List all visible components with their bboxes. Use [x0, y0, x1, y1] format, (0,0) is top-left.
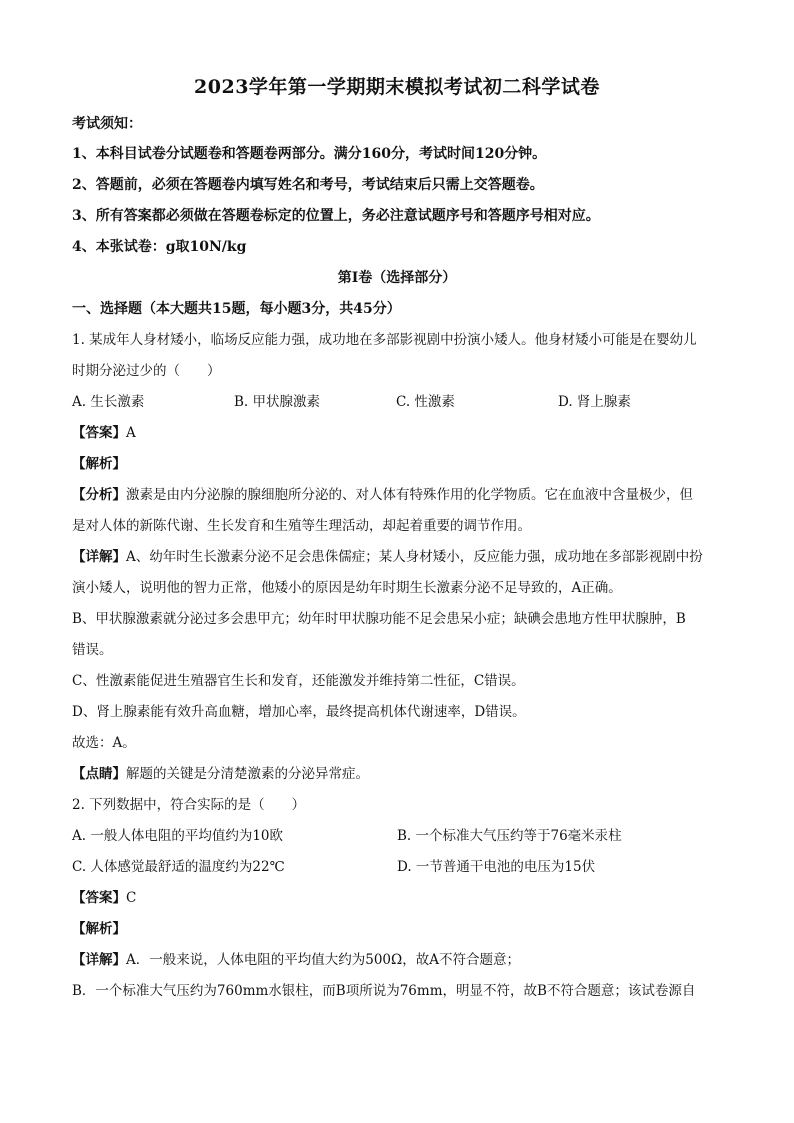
option-c: C. 人体感觉最舒适的温度约为22℃	[72, 859, 285, 875]
answer-line	[72, 883, 722, 914]
xiangjie-tag: 【详解】	[72, 549, 126, 565]
part-title: 第Ⅰ卷（选择部分）	[337, 270, 457, 286]
option-b: B. 甲状腺激素	[234, 394, 321, 410]
dianjing-tag: 【点睛】	[72, 766, 126, 782]
explain-b: B、甲状腺激素就分泌过多会患甲亢；幼年时甲状腺功能不足会患呆小症；缺碘会患地方性甲状腺肿，B	[72, 611, 686, 627]
option-c: C. 性激素	[396, 394, 455, 410]
option-a: A. 一般人体电阻的平均值约为10欧	[72, 828, 284, 844]
answer-value: C	[126, 890, 137, 906]
analysis-line	[72, 449, 722, 480]
option-b: B. 一个标准大气压约等于76毫米汞柱	[397, 828, 622, 844]
fenxi-tag: 【分析】	[72, 487, 126, 503]
notice-item: 1、本科目试卷分试题卷和答题卷两部分。满分160分，考试时间120分钟。	[72, 146, 547, 162]
question-2-options-row2	[72, 852, 722, 883]
analysis-tag: 【解析】	[72, 921, 126, 937]
page-title: 2023学年第一学期期末模拟考试初二科学试卷	[194, 76, 600, 98]
question-1-stem-cont: 时期分泌过少的（ ）	[72, 363, 221, 379]
xiangjie-line	[72, 542, 722, 573]
question-1-options	[72, 387, 722, 418]
analysis-line	[72, 914, 722, 945]
xiangjie-tag: 【详解】	[72, 952, 126, 968]
xiangjie-text: A、幼年时生长激素分泌不足会患侏儒症；某人身材矮小，反应能力强，成功地在多部影视剧中扮	[126, 549, 703, 565]
fenxi-line	[72, 480, 722, 511]
xiangjie-cont: 演小矮人，说明他的智力正常，他矮小的原因是幼年时期生长激素分泌不足导致的，A正确。	[72, 580, 622, 596]
dianjing-text: 解题的关键是分清楚激素的分泌异常症。	[126, 766, 369, 782]
option-d: D. 肾上腺素	[558, 394, 631, 410]
conclusion: 故选：A。	[72, 735, 136, 751]
notice-item: 2、答题前，必须在答题卷内填写姓名和考号，考试结束后只需上交答题卷。	[72, 177, 544, 193]
question-1-stem: 1. 某成年人身材矮小，临场反应能力强，成功地在多部影视剧中扮演小矮人。他身材矮小可能是在婴幼儿	[72, 332, 697, 348]
option-a: A. 生长激素	[72, 394, 145, 410]
explain-c: C、性激素能促进生殖器官生长和发育，还能激发并维持第二性征，C错误。	[72, 673, 525, 689]
explain-d: D、肾上腺素能有效升高血糖，增加心率，最终提高机体代谢速率，D错误。	[72, 704, 526, 720]
dianjing-line	[72, 759, 722, 790]
xiangjie-line	[72, 945, 722, 976]
analysis-tag: 【解析】	[72, 456, 126, 472]
notice-item: 4、本张试卷：g取10N/kg	[72, 239, 247, 255]
section-title: 一、选择题（本大题共15题，每小题3分，共45分）	[72, 301, 401, 317]
answer-line	[72, 418, 722, 449]
answer-tag: 【答案】	[72, 890, 126, 906]
option-d: D. 一节普通干电池的电压为15伏	[397, 859, 596, 875]
question-2-stem: 2. 下列数据中，符合实际的是（ ）	[72, 797, 306, 813]
notice-heading: 考试须知：	[72, 116, 142, 132]
question-2-options-row1	[72, 821, 722, 852]
fenxi-text: 激素是由内分泌腺的腺细胞所分泌的、对人体有特殊作用的化学物质。它在血液中含量极少，但	[126, 487, 693, 503]
fenxi-cont: 是对人体的新陈代谢、生长发育和生殖等生理活动，却起着重要的调节作用。	[72, 518, 531, 534]
exam-page	[72, 72, 722, 1007]
notice-item: 3、所有答案都必须做在答题卷标定的位置上，务必注意试题序号和答题序号相对应。	[72, 208, 600, 224]
answer-value: A	[126, 425, 136, 441]
explain-b: B．一个标准大气压约为760mm水银柱，而B项所说为76mm，明显不符，故B不符合题意；该试卷源自	[72, 983, 696, 999]
xiangjie-text: A．一般来说，人体电阻的平均值大约为500Ω，故A不符合题意；	[126, 952, 520, 968]
explain-b-cont: 错误。	[72, 642, 113, 658]
answer-tag: 【答案】	[72, 425, 126, 441]
